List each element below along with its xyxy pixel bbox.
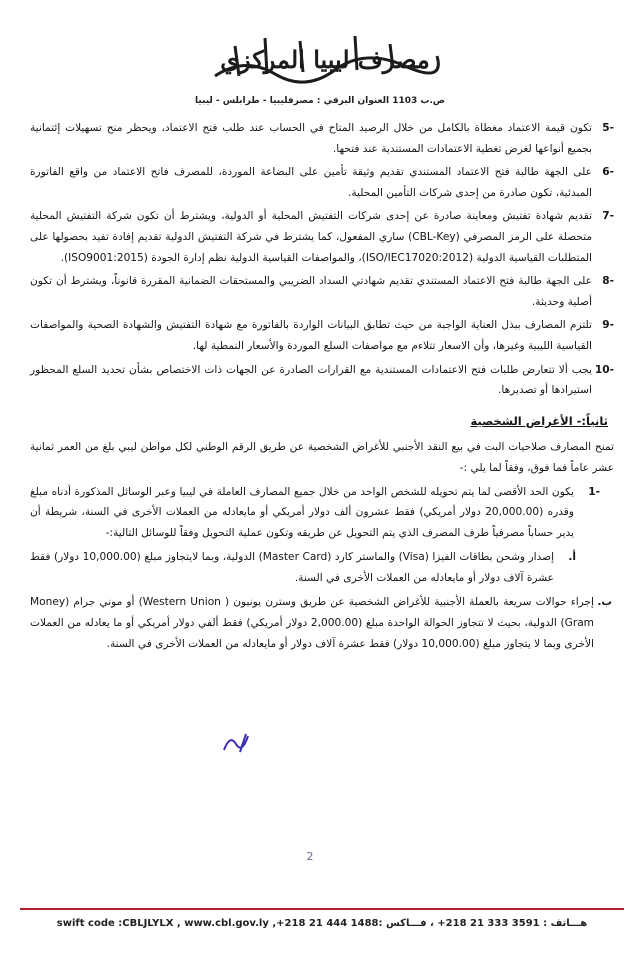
item-text: تكون قيمة الاعتماد مغطاة بالكامل من خلال الرصيد المتاح في الحساب عند طلب فتح الاعتماد، ويحظر منح تسهيلات إئتمانية بجميع أنواعها لغرض تغطية الاعتمادات المستندية عند فتحها. [30, 122, 592, 155]
cbl-logo [205, 26, 445, 96]
document-body [30, 118, 614, 654]
footer-contact: هـــاتف : 3591 333 21 218+ ، فـــاكس :1488 444 21 218+, swift code :CBLJLYLX , www.cbl.gov.ly [56, 918, 588, 929]
item-text: يجب ألا تتعارض طلبات فتح الاعتمادات المستندية مع القرارات الصادرة عن الجهات ذات الاختصاص بشأن تحديد السلع المحظور استيرادها أو تصديرها. [30, 363, 592, 397]
sub-sub-item-a [30, 547, 614, 588]
list-item [30, 360, 614, 401]
sub-item-number: 1- [588, 485, 600, 498]
item-text: على الجهة طالبة فتح الاعتماد المستندي تقديم وثيقة تأمين على البضاعة الموردة، للمصرف فاتح الاعتماد من واقع الفاتورة المبدئية، تكون صادرة من إحدى شركات التأمين المحلية. [30, 166, 592, 199]
item-text: على الجهة طالبة فتح الاعتماد المستندي تقديم شهادتي السداد الضريبي والمستحقات الضمانية المقررة قانوناً، ويشترط أن تكون أصلية وحديثة. [30, 275, 592, 308]
list-item [30, 118, 614, 159]
sub-sub-item-text: إصدار وشحن بطاقات الفيزا (Visa) والماستر كارد (Master Card) الدولية، وبما لايتجاوز مبلغ (10,000.00 دولار) فقط عشرة آلاف دولار أو مايعادله من العملات الأخرى في السنة. [30, 551, 555, 584]
sub-item [30, 482, 614, 544]
list-item [30, 206, 614, 268]
list-item [30, 162, 614, 203]
sub-sub-item-label: ب. [597, 596, 612, 609]
postal-address: ص.ب 1103 العنوان البرقي : مصرفليبيا - طرابلس - ليبيا [195, 96, 445, 106]
item-text: تقديم شهادة تفتيش ومعاينة صادرة عن إحدى شركات التفتيش المحلية أو الدولية، ويشترط أن تكون شركة التفتيش المحلية متحصلة على الرمز المصرفي (CBL-Key) ساري المفعول، كما يشترط في شركة التفتيش الدولية تقديم إفادة تفيد بحصولها على المتطلبات القياسية الدولية (ISO/IEC17020:2012)، والمواصفات القياسية الدولية نظم إدارة الجودة (ISO9001:2015). [30, 210, 592, 264]
handwritten-initial [220, 730, 254, 756]
sub-sub-item-label: أ. [568, 551, 576, 564]
item-number: 9- [602, 319, 614, 332]
item-text: تلتزم المصارف ببذل العناية الواجبة من حيث تطابق البيانات الواردة بالفاتورة مع شهادة التفتيش والشهادة الصحية والمواصفات القياسية الليبية وغيرها، وأن الاسعار تتلاءم مع مواصفات السلع الموردة والأسعار النمطية لها. [30, 319, 592, 352]
initial-stroke [224, 734, 248, 752]
item-number: 10- [594, 363, 614, 376]
logo-text: مصرف ليبيا المركزي [220, 45, 430, 74]
footer-divider [20, 908, 624, 910]
section-title: ثانياً:- الأغراض الشخصية [470, 413, 608, 428]
item-number: 5- [602, 122, 614, 134]
list-item [30, 315, 614, 356]
sub-sub-item-b [30, 592, 614, 654]
sub-item-text: يكون الحد الأقصى لما يتم تحويله للشخص الواحد من خلال جميع المصارف العاملة في ليبيا وعبر الوسائل المذكورة أدناه مبلغ وقدره (20,000.00 دولار أمريكي) فقط عشرون ألف دولار أمريكي أو مايعادله من العملات الأخرى في السنة، شريطة أن يدير حساباً مصرفياً طرف المصرف الذي يتم التحويل عن طريقه وتكون عملية التحويل وفقاً للوسائل التالية:- [30, 485, 574, 539]
item-number: 6- [602, 166, 614, 179]
section-intro: تمنح المصارف صلاحيات البت في بيع النقد الأجنبي للأغراض الشخصية عن طريق الرقم الوطني لكل مواطن ليبي بلغ من العمر ثمانية عشر عاماً فما فوق، وفقاً لما يلي :- [30, 441, 614, 474]
item-number: 7- [602, 210, 614, 223]
sub-sub-item-text: إجراء حوالات سريعة بالعملة الأجنبية للأغراض الشخصية عن طريق وسترن يونيون ( Western Union) أو موني جرام (Money Gram) الدولية، بحيث لا تتجاوز الحوالة الواحدة مبلغ (2,000.00 دولار أمريكي) فقط ألفي دولار أمريكي أو ما يعادله من العملات الأخرى وبما لا يتجاوز مبلغ (10,000.00 دولار) فقط عشرة آلاف دولار أو مايعادله من العملات الأخرى في السنة. [30, 596, 595, 650]
page-number: 2 [306, 850, 314, 863]
list-item [30, 271, 614, 312]
item-number: 8- [602, 275, 614, 288]
